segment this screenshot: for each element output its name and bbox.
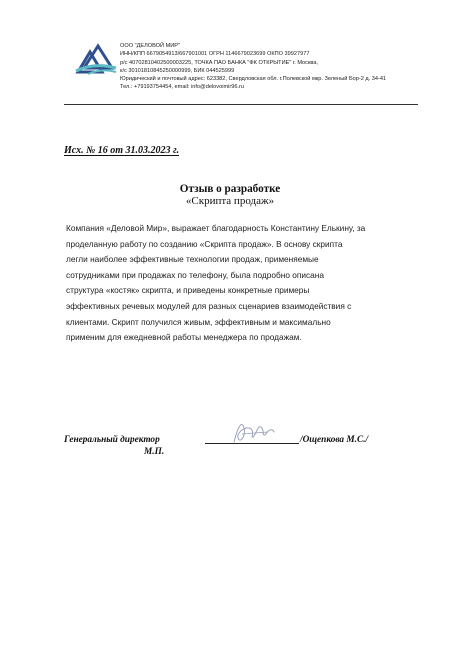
company-logo: [74, 38, 118, 76]
company-requisites: [120, 42, 455, 92]
signatory-position: Генеральный директор: [64, 435, 160, 445]
body-line: эффективных речевых модулей для разных сценариев взаимодействия с: [66, 300, 352, 311]
reference-underline: [64, 155, 179, 156]
body-line: легли наиболее эффективные технологии продаж, применяемые: [66, 254, 319, 265]
company-contacts: Тел.: +79193754454, email: info@delovoimir96.ru: [120, 84, 244, 91]
company-bank-account: р/с 40702810402500003225, ТОЧКА ПАО БАНКА "ФК ОТКРЫТИЕ" г. Москва,: [120, 59, 318, 66]
header-divider: [64, 104, 418, 105]
handwritten-signature: [228, 416, 278, 448]
company-corr-account: к/с 30101810845250000999, БИК 044525999: [120, 67, 235, 74]
body-line: сотрудниками при продажах по телефону, была подробно описана: [66, 269, 324, 280]
document-subtitle: «Скрипта продаж»: [185, 195, 275, 207]
body-line: структура «костяк» скрипта, и приведены конкретные примеры: [66, 285, 310, 296]
signatory-name: /Ощепкова М.С./: [300, 435, 369, 445]
reference-text: Исх. № 16 от 31.03.2023 г.: [64, 145, 180, 156]
body-line: применим для ежедневной работы менеджера по продажам.: [66, 332, 302, 343]
letter-body: [66, 221, 426, 346]
company-address: Юридический и почтовый адрес: 623382, Свердловская обл. г.Полевской мкр. Зеленый Бор-2 д. 34-41: [120, 76, 387, 83]
company-name: ООО "ДЕЛОВОЙ МИР": [120, 43, 181, 49]
body-line: клиентами. Скрипт получился живым, эффективным и максимально: [66, 316, 331, 327]
body-line: Компания «Деловой Мир», выражает благодарность Константину Елькину, за: [66, 223, 366, 233]
company-tax-ids: ИНН/КПП 6679054913/667901001 ОГРН 1146679023699 ОКПО 39927977: [120, 51, 310, 58]
body-line: проделанную работу по созданию «Скрипта продаж». В основу скрипта: [66, 238, 343, 249]
reference-number: [64, 145, 179, 156]
stamp-place-label: М.П.: [144, 447, 165, 457]
document-title: Отзыв о разработке: [179, 183, 281, 195]
